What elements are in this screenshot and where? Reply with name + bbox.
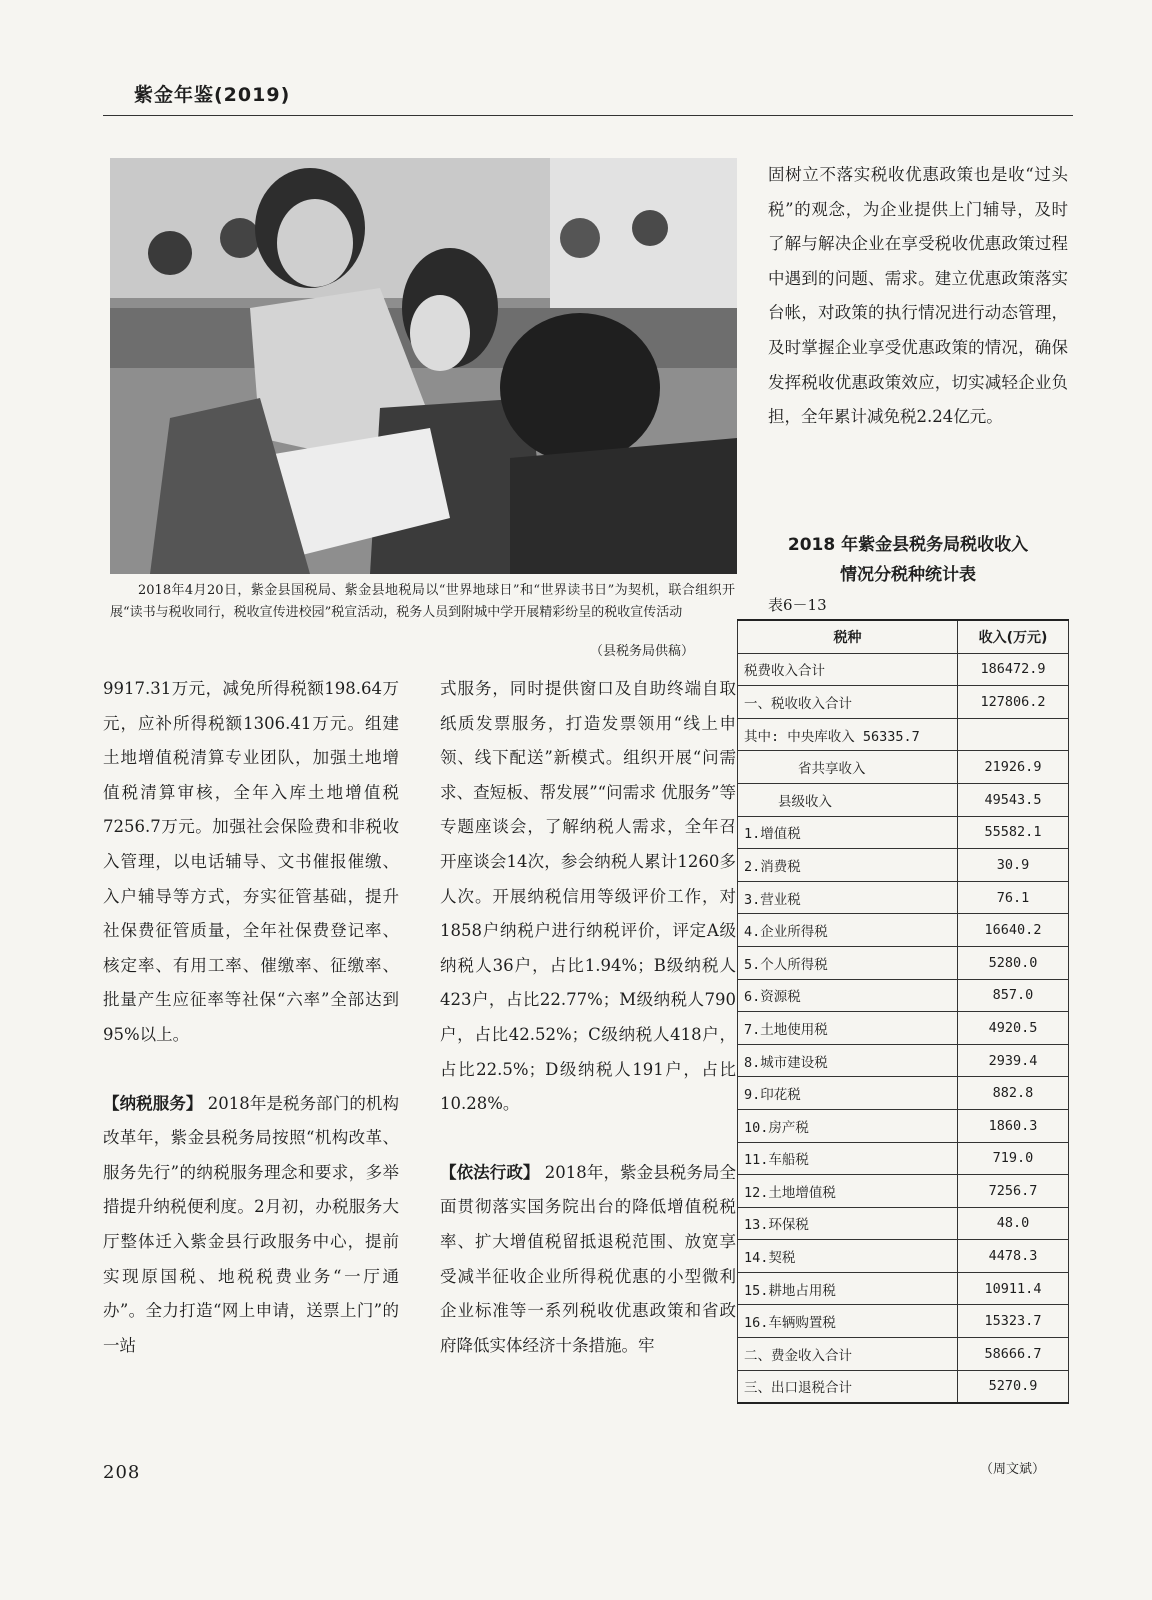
tax-name-cell: 1.增值税 xyxy=(738,816,958,849)
paragraph xyxy=(103,1087,399,1364)
table-credit: （周文斌） xyxy=(980,1462,1046,1477)
amount-cell: 4478.3 xyxy=(958,1240,1069,1273)
amount-cell: 882.8 xyxy=(958,1077,1069,1110)
table-row xyxy=(738,979,1069,1012)
tax-name-cell: 其中: 中央库收入 56335.7 xyxy=(738,718,958,751)
amount-cell: 2939.4 xyxy=(958,1044,1069,1077)
paragraph: 式服务，同时提供窗口及自助终端自取纸质发票服务，打造发票领用“线上申领、线下配送”新模式。组织开展“问需求、查短板、帮发展”“问需求 优服务”等专题座谈会，了解纳税人需求，全年召开座谈会14次，参会纳税人累计1260多人次。开展纳税信用等级评价工作，对1858户纳税户进行纳税评价，评定A级纳税人36户，占比1.94%；B级纳税人423户，占比22.77%；M级纳税人790户，占比42.52%；C级纳税人418户，占比22.5%；D级纳税人191户，占比10.28%。 xyxy=(440,679,736,1114)
tax-name-cell: 9.印花税 xyxy=(738,1077,958,1110)
table-row xyxy=(738,1175,1069,1208)
table-row xyxy=(738,946,1069,979)
tax-name-cell: 一、税收收入合计 xyxy=(738,686,958,719)
text-column-2 xyxy=(440,672,736,1363)
amount-cell: 186472.9 xyxy=(958,653,1069,686)
amount-cell: 76.1 xyxy=(958,881,1069,914)
amount-cell: 58666.7 xyxy=(958,1338,1069,1371)
photo-caption: 2018年4月20日，紫金县国税局、紫金县地税局以“世界地球日”和“世界读书日”为契机，联合组织开展“读书与税收同行，税收宣传进校园”税宣活动，税务人员到附城中学开展精彩纷呈的税收宣传活动 xyxy=(110,583,735,620)
amount-cell: 5270.9 xyxy=(958,1370,1069,1403)
running-header-title: 紫金年鉴(2019) xyxy=(134,84,291,106)
tax-name-cell: 7.土地使用税 xyxy=(738,1012,958,1045)
amount-cell: 21926.9 xyxy=(958,751,1069,784)
table-row xyxy=(738,881,1069,914)
paragraph-text: 2018年，紫金县税务局全面贯彻落实国务院出台的降低增值税税率、扩大增值税留抵退税范围、放宽享受减半征收企业所得税优惠的小型微利企业标准等一系列税收优惠政策和省政府降低实体经济十条措施。牢 xyxy=(440,1162,736,1355)
amount-cell: 10911.4 xyxy=(958,1272,1069,1305)
amount-cell: 7256.7 xyxy=(958,1175,1069,1208)
tax-name-cell: 三、出口退税合计 xyxy=(738,1370,958,1403)
tax-name-cell: 10.房产税 xyxy=(738,1109,958,1142)
header-rule xyxy=(103,115,1073,116)
table-row xyxy=(738,1012,1069,1045)
tax-name-cell: 6.资源税 xyxy=(738,979,958,1012)
activity-photo xyxy=(110,158,737,574)
tax-name-cell: 4.企业所得税 xyxy=(738,914,958,947)
tax-revenue-table xyxy=(737,619,1069,1404)
table-row xyxy=(738,816,1069,849)
tax-name-cell: 二、费金收入合计 xyxy=(738,1338,958,1371)
page-number: 208 xyxy=(103,1462,141,1483)
table-row xyxy=(738,1109,1069,1142)
tax-name-cell: 8.城市建设税 xyxy=(738,1044,958,1077)
table-row xyxy=(738,1207,1069,1240)
paragraph: 9917.31万元，减免所得税额198.64万元，应补所得税额1306.41万元。组建土地增值税清算专业团队，加强土地增值税清算审核，全年入库土地增值税7256.7万元。加强社会保险费和非税收入管理，以电话辅导、文书催报催缴、入户辅导等方式，夯实征管基础，提升社保费征管质量，全年社保费登记率、核定率、有用工率、催缴率、征缴率、批量产生应征率等社保“六率”全部达到95%以上。 xyxy=(103,679,399,1044)
amount-cell: 1860.3 xyxy=(958,1109,1069,1142)
amount-cell: 49543.5 xyxy=(958,783,1069,816)
table-title xyxy=(748,530,1068,590)
table-row xyxy=(738,1142,1069,1175)
table-row xyxy=(738,751,1069,784)
table-row xyxy=(738,686,1069,719)
table-row xyxy=(738,914,1069,947)
tax-name-cell: 2.消费税 xyxy=(738,849,958,882)
paragraph xyxy=(440,1156,736,1364)
amount-cell: 55582.1 xyxy=(958,816,1069,849)
amount-cell: 127806.2 xyxy=(958,686,1069,719)
amount-cell xyxy=(958,718,1069,751)
tax-name-cell: 13.环保税 xyxy=(738,1207,958,1240)
table-row xyxy=(738,1338,1069,1371)
column-header: 税种 xyxy=(738,620,958,653)
table-row xyxy=(738,653,1069,686)
paragraph-text: 2018年是税务部门的机构改革年，紫金县税务局按照“机构改革、服务先行”的纳税服务理念和要求，多举措提升纳税便利度。2月初，办税服务大厅整体迁入紫金县行政服务中心，提前实现原国税、地税税费业务“一厅通办”。全力打造“网上申请，送票上门”的一站 xyxy=(103,1093,399,1355)
column-header: 收入(万元) xyxy=(958,620,1069,653)
tax-name-cell: 15.耕地占用税 xyxy=(738,1272,958,1305)
text-column-3 xyxy=(768,158,1068,435)
amount-cell: 15323.7 xyxy=(958,1305,1069,1338)
table-row xyxy=(738,718,1069,751)
table-row xyxy=(738,849,1069,882)
table-row xyxy=(738,1044,1069,1077)
tax-name-cell: 12.土地增值税 xyxy=(738,1175,958,1208)
amount-cell: 4920.5 xyxy=(958,1012,1069,1045)
amount-cell: 48.0 xyxy=(958,1207,1069,1240)
text-column-1 xyxy=(103,672,399,1363)
tax-name-cell: 5.个人所得税 xyxy=(738,946,958,979)
amount-cell: 16640.2 xyxy=(958,914,1069,947)
section-keyword: 【纳税服务】 xyxy=(103,1093,203,1113)
table-row xyxy=(738,1240,1069,1273)
paragraph: 固树立不落实税收优惠政策也是收“过头税”的观念，为企业提供上门辅导，及时了解与解决企业在享受税收优惠政策过程中遇到的问题、需求。建立优惠政策落实台帐，对政策的执行情况进行动态管理，及时掌握企业享受优惠政策的情况，确保发挥税收优惠政策效应，切实减轻企业负担，全年累计减免税2.24亿元。 xyxy=(768,165,1068,427)
amount-cell: 30.9 xyxy=(958,849,1069,882)
tax-name-cell: 县级收入 xyxy=(738,783,958,816)
tax-name-cell: 税费收入合计 xyxy=(738,653,958,686)
tax-name-cell: 3.营业税 xyxy=(738,881,958,914)
tax-name-cell: 16.车辆购置税 xyxy=(738,1305,958,1338)
table-number: 表6－13 xyxy=(768,596,827,614)
tax-name-cell: 11.车船税 xyxy=(738,1142,958,1175)
table-row xyxy=(738,783,1069,816)
table-row xyxy=(738,1272,1069,1305)
table-row xyxy=(738,1370,1069,1403)
amount-cell: 857.0 xyxy=(958,979,1069,1012)
section-keyword: 【依法行政】 xyxy=(440,1162,540,1182)
photo-credit: （县税务局供稿） xyxy=(590,644,695,659)
tax-name-cell: 省共享收入 xyxy=(738,751,958,784)
table-title-line: 2018 年紫金县税务局税收收入 xyxy=(787,535,1029,555)
tax-name-cell: 14.契税 xyxy=(738,1240,958,1273)
amount-cell: 719.0 xyxy=(958,1142,1069,1175)
table-row xyxy=(738,1305,1069,1338)
table-title-line: 情况分税种统计表 xyxy=(840,565,976,585)
amount-cell: 5280.0 xyxy=(958,946,1069,979)
table-row xyxy=(738,1077,1069,1110)
